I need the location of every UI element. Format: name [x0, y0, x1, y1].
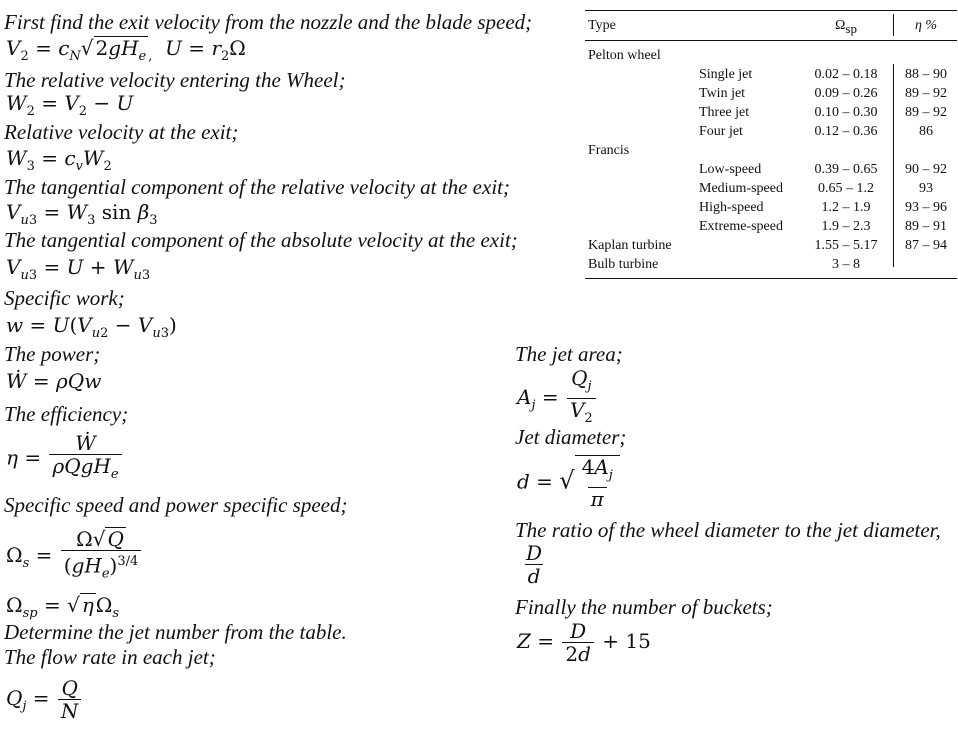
- equation-power-specific-speed: $\Omega_{sp}$ = √ η $\Omega_s$: [6, 593, 120, 621]
- table-header-divider: [893, 14, 894, 36]
- text-diameter-ratio: The ratio of the wheel diameter to the jet diameter,: [515, 518, 941, 542]
- equation-w2: $W_2 = V_2 - U$: [6, 91, 134, 119]
- table-cell-eta: 89 – 91: [905, 219, 947, 234]
- table-cell-sp: 0.09 – 0.26: [814, 86, 878, 101]
- table-cell-sp: 0.12 – 0.36: [814, 124, 878, 139]
- table-cell-sp: 1.55 – 5.17: [814, 238, 878, 253]
- table-cell-sub: Low-speed: [699, 162, 762, 177]
- table-cell-eta: 89 – 92: [905, 105, 947, 120]
- table-cell-sp: 3 – 8: [832, 257, 860, 272]
- equation-efficiency: η = $\frac{\text{Ẇ}}{\rho QgH_e}$: [6, 432, 124, 486]
- equation-w3: $W_3 = c_vW_2$: [6, 146, 112, 174]
- table-cell-sp: 0.10 – 0.30: [814, 105, 878, 120]
- bucket-constant: + 15: [602, 629, 651, 653]
- table-header-eta: η %: [914, 18, 938, 33]
- text-specific-work: Specific work;: [4, 286, 125, 310]
- table-cell-eta: 89 – 92: [905, 86, 947, 101]
- text-efficiency: The efficiency;: [4, 402, 129, 426]
- table-cell-type: Pelton wheel: [588, 48, 661, 63]
- table-cell-sp: 1.9 – 2.3: [821, 219, 871, 234]
- text-flow-rate: The flow rate in each jet;: [4, 645, 216, 669]
- table-header-type: Type: [588, 18, 616, 33]
- table-cell-eta: 88 – 90: [905, 67, 947, 82]
- table-cell-sub: Medium-speed: [699, 181, 783, 196]
- equation-specific-speed: $\Omega_s$ = $\frac{\Omega√ Q}{(gH_e)^{3/4}}$: [6, 527, 143, 586]
- text-specific-speed: Specific speed and power specific speed;: [4, 493, 348, 517]
- table-cell-type: Bulb turbine: [588, 257, 659, 272]
- text-jet-area: The jet area;: [515, 342, 623, 366]
- table-cell-eta: 93 – 96: [905, 200, 947, 215]
- table-cell-sp: 1.2 – 1.9: [821, 200, 871, 215]
- text-relative-velocity-exit: Relative velocity at the exit;: [4, 120, 239, 144]
- text-tangential-relative: The tangential component of the relative velocity at the exit;: [4, 175, 510, 199]
- table-cell-sp: 0.39 – 0.65: [814, 162, 878, 177]
- equation-vu3: $V_{u3} = U + W_{u3}$: [6, 255, 151, 283]
- table-rule-bottom: [585, 278, 957, 279]
- table-header-sp: $\Omega_{sp}$: [835, 18, 857, 36]
- table-cell-sub: Three jet: [699, 105, 750, 120]
- table-body-divider: [893, 64, 894, 267]
- equation-diameter-ratio: $\frac{D}{d}$: [526, 541, 543, 588]
- equation-wu3: $V_{u3} = W_3$ $\sin \beta_3$: [6, 200, 158, 228]
- text-relative-velocity-entering: The relative velocity entering the Wheel;: [4, 68, 346, 92]
- table-cell-eta: 87 – 94: [905, 238, 947, 253]
- text-number-of-buckets: Finally the number of buckets;: [515, 595, 773, 619]
- text-jet-diameter: Jet diameter;: [515, 425, 627, 449]
- table-rule-top: [585, 10, 957, 11]
- equation-flow-rate: $Q_j$ = $\frac{Q}{N}$: [6, 677, 83, 722]
- equation-jet-diameter: d = √ $\frac{4A_j}{\pi}$: [517, 455, 620, 510]
- table-cell-eta: 93: [919, 181, 933, 196]
- table-cell-sp: 0.65 – 1.2: [818, 181, 874, 196]
- equation-power: Ẇ = ρQw: [6, 369, 102, 393]
- table-cell-sub: Four jet: [699, 124, 743, 139]
- table-cell-eta: 86: [919, 124, 933, 139]
- table-cell-sub: High-speed: [699, 200, 764, 215]
- table-cell-sp: 0.02 – 0.18: [814, 67, 878, 82]
- text-tangential-absolute: The tangential component of the absolute velocity at the exit;: [4, 228, 518, 252]
- table-rule-header: [585, 40, 957, 41]
- equation-v2-u: $V_2 = c_N√$ $2gH_e$ $_,$ $U = r_2\Omega$: [6, 35, 246, 70]
- turbine-table: [585, 10, 957, 278]
- text-jet-number: Determine the jet number from the table.: [4, 620, 347, 644]
- text-power: The power;: [4, 342, 101, 366]
- equation-jet-area: $A_j$ = $\frac{Q_j}{V_2}$: [517, 367, 598, 430]
- table-cell-sub: Twin jet: [699, 86, 746, 101]
- equation-number-of-buckets: Z = $\frac{D}{2d}$ + 15: [517, 619, 651, 666]
- table-cell-eta: 90 – 92: [905, 162, 947, 177]
- text-exit-velocity: First find the exit velocity from the nozzle and the blade speed;: [4, 10, 533, 34]
- table-cell-type: Kaplan turbine: [588, 238, 672, 253]
- equation-specific-work: $w = U(V_{u2} - V_{u3})$: [6, 313, 177, 341]
- table-cell-type: Francis: [588, 143, 630, 158]
- table-cell-sub: Single jet: [699, 67, 753, 82]
- table-cell-sub: Extreme-speed: [699, 219, 783, 234]
